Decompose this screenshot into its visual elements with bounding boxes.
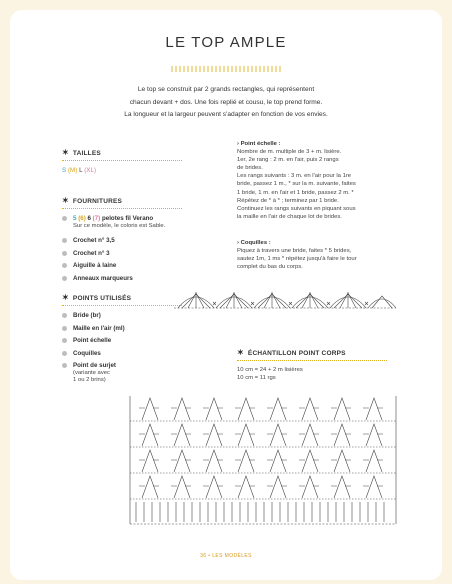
- text-line: 10 cm = 11 rgs: [237, 375, 276, 382]
- ladder-stitch-chart: [128, 394, 398, 526]
- text-line: 1 bride, 1 m. en l'air et 1 bride, passez 2 m. *: [237, 189, 354, 196]
- size-m: (M): [67, 167, 78, 174]
- section-heading-echantillon: ✶ ÉCHANTILLON POINT CORPS: [237, 348, 346, 357]
- text-line: complet du bas du corps.: [237, 264, 303, 271]
- yarn-count-m: (6): [78, 215, 86, 222]
- star-asterisk-icon: ✶: [62, 196, 69, 205]
- echantillon-block: [237, 366, 407, 382]
- section-heading-points: ✶ POINTS UTILISÉS: [62, 293, 132, 302]
- section-divider: [62, 208, 182, 209]
- circle-bullet-icon: [62, 313, 67, 318]
- text-line: Répétez de * à * ; terminez par 1 bride.: [237, 197, 339, 204]
- yarn-label: pelotes fil Verano: [101, 215, 154, 222]
- circle-bullet-icon: [62, 338, 67, 343]
- size-xl: (XL): [84, 167, 97, 174]
- list-item: Point de surjet (variante avec 1 ou 2 brins): [62, 362, 125, 392]
- list-item: Crochet n° 3,5: [62, 237, 165, 250]
- list-item: Aiguille à laine: [62, 262, 165, 275]
- text-line: bride, passez 1 m., * sur la m. suivante, faites: [237, 181, 356, 188]
- shell-stitch-diagram: [174, 288, 396, 314]
- text-line: 10 cm = 24 + 2 m lisières: [237, 367, 303, 373]
- star-asterisk-icon: ✶: [237, 348, 244, 357]
- circle-bullet-icon: [62, 326, 67, 331]
- circle-bullet-icon: [62, 251, 67, 256]
- decorative-stitch-divider-icon: [170, 65, 282, 73]
- circle-bullet-icon: [62, 363, 67, 368]
- text-line: Continuez les rangs suivants en piquant sous: [237, 205, 356, 212]
- yarn-note: Sur ce modèle, le coloris est Sable.: [73, 223, 166, 229]
- list-item: [62, 215, 165, 237]
- coquilles-block: [237, 239, 407, 271]
- text-line: 1er, 2e rang : 2 m. en l'air, puis 2 rangs: [237, 157, 339, 164]
- list-item: Maille en l'air (ml): [62, 325, 125, 338]
- text-line: de brides.: [237, 165, 263, 172]
- size-l: L: [79, 167, 83, 174]
- section-heading-fournitures: ✶ FOURNITURES: [62, 196, 123, 205]
- intro-line: chacun devant + dos. Une fois replié et cousu, le top prend forme.: [129, 98, 323, 106]
- star-asterisk-icon: ✶: [62, 148, 69, 157]
- text-line: Nombre de m. multiple de 3 + m. lisière.: [237, 149, 342, 156]
- coquilles-heading: › Coquilles :: [237, 240, 271, 246]
- list-item: Point échelle: [62, 337, 125, 350]
- section-divider: [62, 305, 182, 306]
- circle-bullet-icon: [62, 238, 67, 243]
- section-heading-tailles: ✶ TAILLES: [62, 148, 101, 157]
- page-footer: 36 • LES MODÈLES: [200, 553, 252, 559]
- circle-bullet-icon: [62, 351, 67, 356]
- surjet-note: 1 ou 2 brins): [73, 377, 106, 383]
- list-item: Bride (br): [62, 312, 125, 325]
- intro-paragraph: [66, 84, 386, 122]
- size-s: S: [62, 167, 67, 174]
- yarn-count-l: 6: [87, 215, 91, 222]
- point-echelle-heading: › Point échelle :: [237, 141, 281, 147]
- yarn-count-xl: (7): [92, 215, 101, 222]
- point-echelle-block: [237, 140, 407, 221]
- stitches-list: [62, 312, 125, 392]
- circle-bullet-icon: [62, 276, 67, 281]
- surjet-note: (variante avec: [73, 370, 110, 376]
- sizes-list: [62, 167, 96, 174]
- text-line: Les rangs suivants : 3 m. en l'air pour la 1re: [237, 173, 352, 180]
- page-card: [10, 10, 442, 580]
- page-title: LE TOP AMPLE: [165, 34, 287, 51]
- text-line: Piquez à travers une bride, faites * 5 brides,: [237, 248, 352, 255]
- intro-line: Le top se construit par 2 grands rectangles, qui représentent: [137, 86, 315, 93]
- supplies-list: [62, 215, 165, 287]
- star-asterisk-icon: ✶: [62, 293, 69, 302]
- text-line: la maille en l'air de chaque lot de brides.: [237, 213, 342, 220]
- section-divider: [62, 160, 182, 161]
- text-line: sautez 1m, 1 ms * répétez jusqu'à faire le tour: [237, 256, 357, 263]
- yarn-count-s: 5: [73, 215, 77, 222]
- section-divider: [237, 360, 387, 361]
- intro-line: La longueur et la largeur peuvent s'adapter en fonction de vos envies.: [124, 111, 328, 118]
- circle-bullet-icon: [62, 263, 67, 268]
- list-item: Anneaux marqueurs: [62, 275, 165, 288]
- list-item: Crochet n° 3: [62, 250, 165, 263]
- circle-bullet-icon: [62, 216, 67, 221]
- list-item: Coquilles: [62, 350, 125, 363]
